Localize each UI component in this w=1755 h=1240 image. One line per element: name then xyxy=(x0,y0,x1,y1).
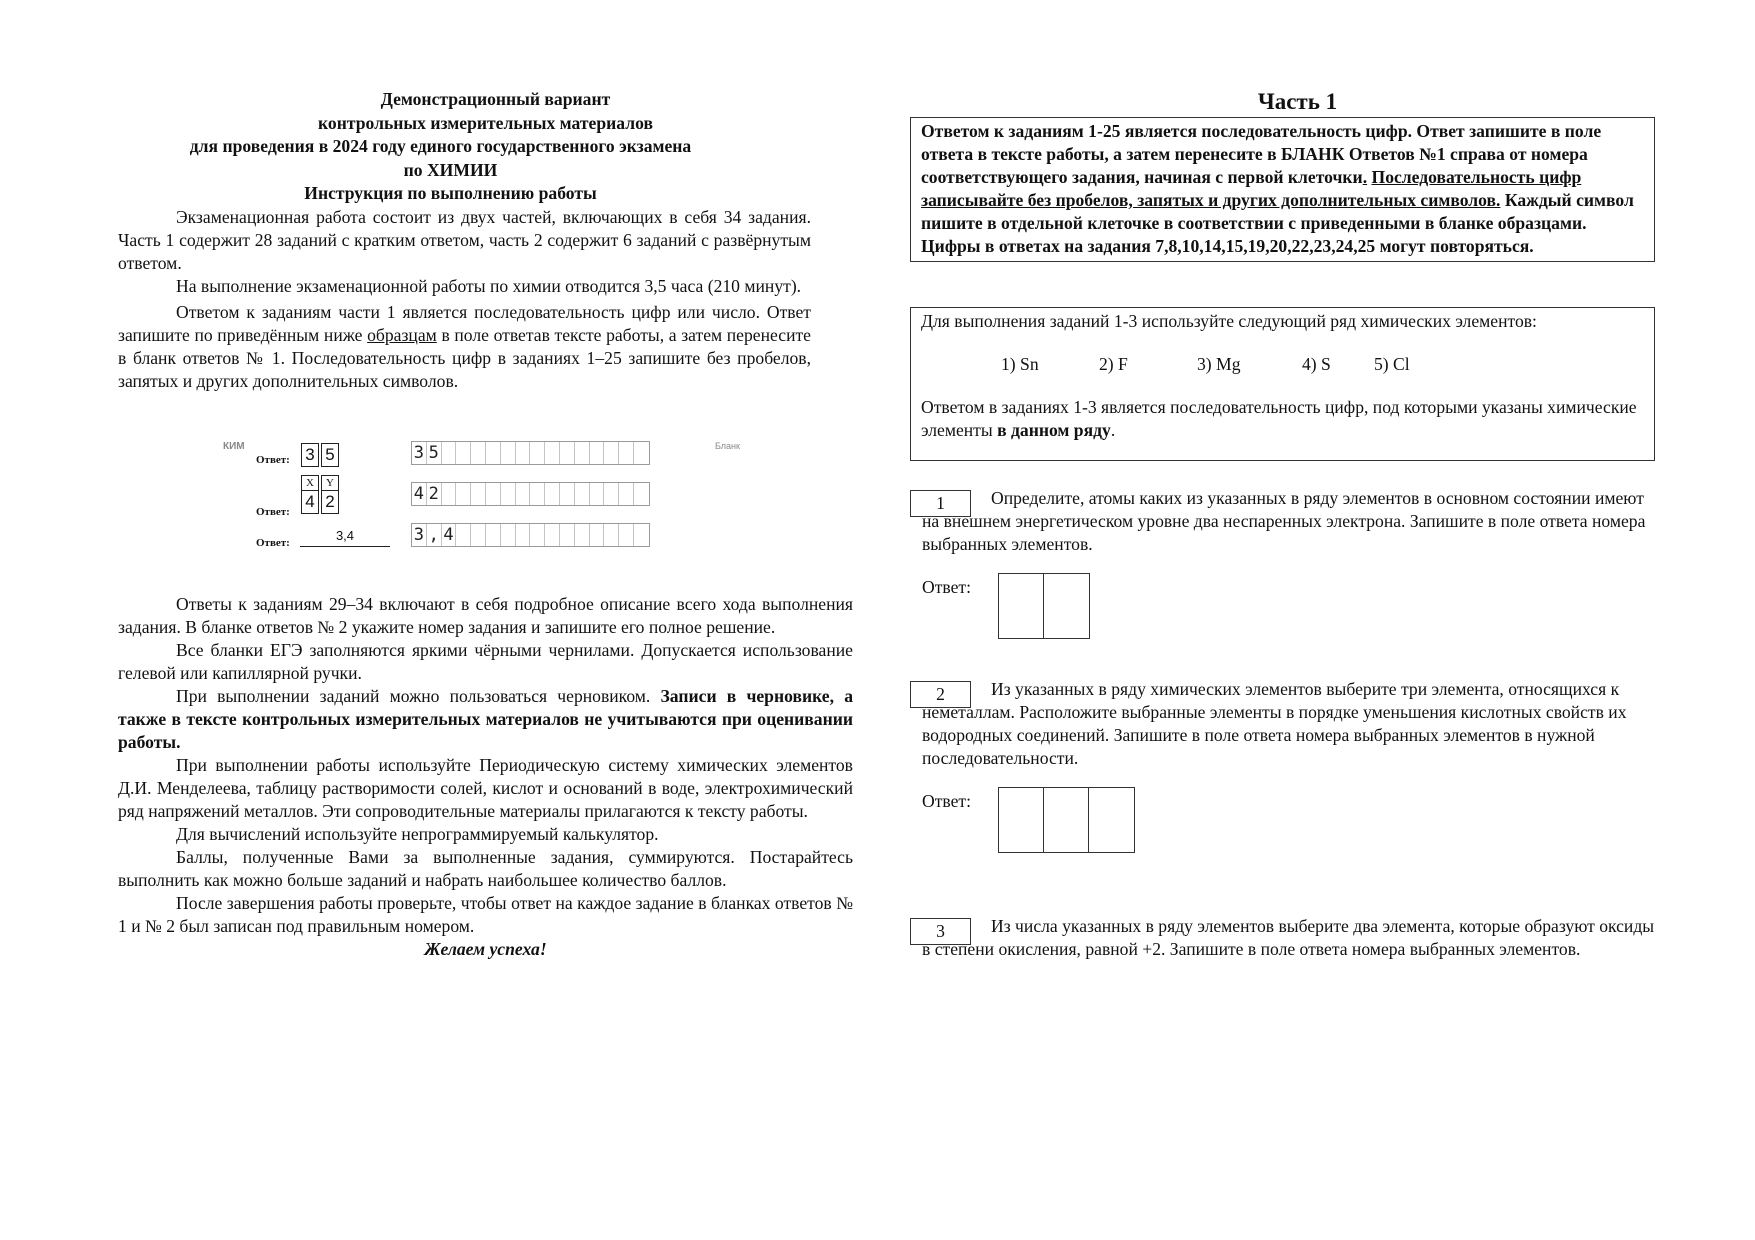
element-item: 1) Sn xyxy=(1001,354,1039,374)
answer-label: Ответ: xyxy=(922,577,971,597)
header-line: контрольных измерительных материалов xyxy=(318,112,653,133)
sample-answer-label: Ответ: xyxy=(256,505,290,518)
answer-field xyxy=(910,790,1655,862)
answer-field xyxy=(910,576,1655,648)
answer-cell[interactable] xyxy=(1044,574,1089,638)
instruction-paragraph xyxy=(118,301,811,393)
text-fragment-underlined: Последовательность цифр записывайте без пробелов, запятых и других дополнительных символов. xyxy=(921,167,1582,210)
elements-note xyxy=(921,396,1644,442)
element-item: 3) Mg xyxy=(1197,354,1241,374)
answer-cell[interactable] xyxy=(999,574,1044,638)
text-fragment: Ответом в заданиях 1-3 является последовательность цифр, под которыми указаны химические элементы xyxy=(921,397,1637,440)
header-line: Демонстрационный вариант xyxy=(380,89,611,109)
instruction-paragraph xyxy=(118,685,853,754)
text-fragment: . xyxy=(1110,420,1116,440)
kim-label: КИМ xyxy=(223,440,245,452)
task-1 xyxy=(910,487,1655,648)
sample-digit-box: 3 xyxy=(301,443,319,467)
blank-label: Бланк xyxy=(715,440,740,451)
instruction-paragraph: Для вычислений используйте непрограммируемый калькулятор. xyxy=(176,823,659,844)
instruction-paragraph: Экзаменационная работа состоит из двух частей, включающих в себя 34 задания. Часть 1 содержит 28 заданий с кратким ответом, часть 2 содержит 6 заданий с развёрнутым ответом. xyxy=(118,206,811,273)
closing-wish: Желаем успеха! xyxy=(424,938,547,959)
instruction-paragraph: При выполнении работы используйте Периодическую систему химических элементов Д.И. Менделеева, таблицу растворимости солей, кислот и оснований в воде, электрохимический ряд напряжений металлов. Эти сопроводительные материалы прилагаются к тексту работы. xyxy=(118,754,853,821)
text-fragment-bold: Записи в черновике, а также в тексте контрольных измерительных материалов не учитываются при оценивании работы. xyxy=(118,685,853,752)
sample-handwritten-answer: 3,4 xyxy=(300,526,390,547)
element-item: 4) S xyxy=(1302,354,1331,374)
answer-boxes[interactable] xyxy=(998,787,1135,853)
part1-rules-box xyxy=(910,117,1655,262)
instruction-paragraph: Ответы к заданиям 29–34 включают в себя подробное описание всего хода выполнения задания. В бланке ответов № 2 укажите номер задания и запишите его полное решение. xyxy=(118,593,853,637)
sample-answer-label: Ответ: xyxy=(256,453,290,466)
elements-intro: Для выполнения заданий 1-3 используйте следующий ряд химических элементов: xyxy=(921,311,1537,331)
blank-cell: 4 xyxy=(442,524,457,546)
blank-cell: , xyxy=(427,524,442,546)
sample-digit-box: 4 xyxy=(301,490,319,514)
elements-list xyxy=(1001,353,1644,376)
text-fragment: . xyxy=(1362,167,1368,187)
sample-x-box: X xyxy=(301,475,319,491)
sample-y-box: Y xyxy=(321,475,339,491)
instructions-title: Инструкция по выполнению работы xyxy=(304,183,597,203)
text-fragment: Каждый символ пишите в отдельной клеточке в соответствии с приведенными в бланке образцами. Цифры в ответах на задания 7,8,10,14,15,19,20,22,23,24,25 могут повторяться. xyxy=(921,190,1634,256)
blank-cell: 3 xyxy=(412,442,427,464)
blank-cell: 4 xyxy=(412,483,427,505)
answer-boxes[interactable] xyxy=(998,573,1090,639)
header-line: для проведения в 2024 году единого государственного экзамена xyxy=(189,136,692,156)
answer-cell[interactable] xyxy=(1044,788,1089,852)
answer-label: Ответ: xyxy=(922,791,971,811)
sample-blank-cells xyxy=(411,441,650,465)
text-fragment: Ответом к заданиям 1-25 является последовательность цифр. Ответ запишите в поле ответа в тексте работы, а затем перенесите в БЛАНК Ответов №1 справа от номера соответствующего задания, начиная с первой клеточки xyxy=(921,121,1602,187)
sample-blank-cells xyxy=(411,523,650,547)
sample-blank-cells xyxy=(411,482,650,506)
part-title: Часть 1 xyxy=(1257,89,1338,114)
text-fragment: При выполнении заданий можно пользоваться черновиком. xyxy=(176,685,661,706)
task-text: Определите, атомы каких из указанных в ряду элементов в основном состоянии имеют на внешнем энергетическом уровне два неспаренных электрона. Запишите в поле ответа номера выбранных элементов. xyxy=(922,488,1646,554)
answer-sample-figure xyxy=(118,413,853,593)
text-fragment: Ответом к заданиям части 1 является последовательность цифр или число. Ответ запишите по приведённым ниже xyxy=(118,301,811,345)
samples-link: образцам xyxy=(367,324,437,345)
blank-cell: 2 xyxy=(427,483,442,505)
sample-answer-label: Ответ: xyxy=(256,536,290,549)
task-2 xyxy=(910,678,1655,862)
sample-digit-box: 5 xyxy=(321,443,339,467)
instruction-paragraph: Баллы, полученные Вами за выполненные задания, суммируются. Постарайтесь выполнить как можно больше заданий и набрать наибольшее количество баллов. xyxy=(118,846,853,890)
element-item: 5) Cl xyxy=(1374,354,1410,374)
task-3 xyxy=(910,915,1655,961)
answer-cell[interactable] xyxy=(1089,788,1134,852)
instruction-paragraph: На выполнение экзаменационной работы по химии отводится 3,5 часа (210 минут). xyxy=(176,275,802,296)
document-header xyxy=(118,88,853,206)
text-fragment: в поле ответав тексте работы, а затем перенесите в бланк ответов № 1. Последовательность цифр в заданиях 1–25 запишите без пробелов, запятых и других дополнительных символов. xyxy=(118,324,811,391)
instruction-paragraph: После завершения работы проверьте, чтобы ответ на каждое задание в бланках ответов № 1 и № 2 был записан под правильным номером. xyxy=(118,892,853,936)
right-page xyxy=(910,88,1655,961)
task-number-box: 1 xyxy=(910,490,971,517)
instruction-paragraph: Все бланки ЕГЭ заполняются яркими чёрными чернилами. Допускается использование гелевой или капиллярной ручки. xyxy=(118,639,853,683)
task-number-box: 3 xyxy=(910,918,971,945)
blank-cell: 5 xyxy=(427,442,442,464)
task-text: Из числа указанных в ряду элементов выберите два элемента, которые образуют оксиды в степени окисления, равной +2. Запишите в поле ответа номера выбранных элементов. xyxy=(922,916,1655,959)
blank-cell: 3 xyxy=(412,524,427,546)
text-fragment-bold: в данном ряду xyxy=(997,420,1111,440)
answer-cell[interactable] xyxy=(999,788,1044,852)
header-line: по ХИМИИ xyxy=(403,159,498,180)
elements-box xyxy=(910,307,1655,461)
task-text: Из указанных в ряду химических элементов выберите три элемента, относящихся к неметаллам. Расположите выбранные элементы в порядке уменьшения кислотных свойств их водородных соединений. Запишите в поле ответа номера выбранных элементов в нужной последовательности. xyxy=(922,679,1627,768)
task-number-box: 2 xyxy=(910,681,971,708)
element-item: 2) F xyxy=(1099,354,1128,374)
sample-digit-box: 2 xyxy=(321,490,339,514)
left-page xyxy=(118,88,853,961)
